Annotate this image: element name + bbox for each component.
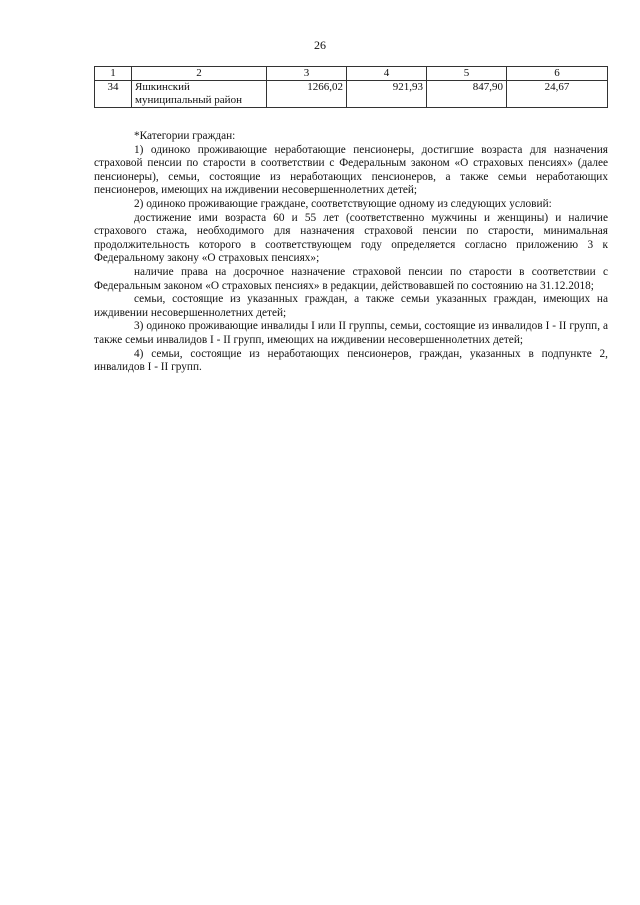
notes-title: *Категории граждан: bbox=[134, 130, 236, 142]
row-col4: 921,93 bbox=[347, 81, 427, 108]
table-header-cell: 1 bbox=[95, 67, 132, 81]
notes-paragraph: 3) одиноко проживающие инвалиды I или II группы, семьи, состоящие из инвалидов I - II групп, а также семьи инвалидов I - II групп, имеющих на иждивении несовершеннолетних детей; bbox=[94, 320, 608, 346]
row-col5: 847,90 bbox=[427, 81, 507, 108]
notes-paragraph: 2) одиноко проживающие граждане, соответствующие одному из следующих условий: bbox=[134, 197, 552, 210]
table-header-cell: 4 bbox=[347, 67, 427, 81]
row-index: 34 bbox=[95, 81, 132, 108]
row-col3: 1266,02 bbox=[267, 81, 347, 108]
notes-paragraph: достижение ими возраста 60 и 55 лет (соответственно мужчины и женщины) и наличие страхового стажа, необходимого для назначения страховой пенсии по старости, минимальная продолжительность которого в соответствующем году определяется согласно приложению 3 к Федеральному закону «О страховых пенсиях»; bbox=[94, 211, 608, 265]
row-col6: 24,67 bbox=[507, 81, 608, 108]
table-row bbox=[95, 81, 608, 108]
notes-paragraph: 1) одиноко проживающие неработающие пенсионеры, достигшие возраста для назначения страховой пенсии по старости в соответствии с Федеральным законом «О страховых пенсиях» (далее пенсионеры), семьи, состоящие из неработающих пенсионеров, а также семьи неработающих пенсионеров, имеющих на иждивении несовершеннолетних детей; bbox=[94, 143, 608, 197]
data-table bbox=[94, 66, 608, 108]
row-name: Яшкинский муниципальный район bbox=[132, 81, 267, 108]
page-number: 26 bbox=[314, 38, 326, 52]
notes-paragraph: 4) семьи, состоящие из неработающих пенсионеров, граждан, указанных в подпункте 2, инвалидов I - II групп. bbox=[94, 347, 608, 374]
table-header-cell: 5 bbox=[427, 67, 507, 81]
table-header-cell: 3 bbox=[267, 67, 347, 81]
categories-notes bbox=[94, 130, 608, 375]
notes-paragraph: семьи, состоящие из указанных граждан, а также семьи указанных граждан, имеющих на иждивении несовершеннолетних детей; bbox=[94, 293, 608, 319]
notes-paragraph: наличие права на досрочное назначение страховой пенсии по старости в соответствии с Федеральным законом «О страховых пенсиях» в редакции, действовавшей по состоянию на 31.12.2018; bbox=[94, 265, 608, 292]
table-header-row bbox=[95, 67, 608, 81]
table-header-cell: 6 bbox=[507, 67, 608, 81]
table-header-cell: 2 bbox=[132, 67, 267, 81]
